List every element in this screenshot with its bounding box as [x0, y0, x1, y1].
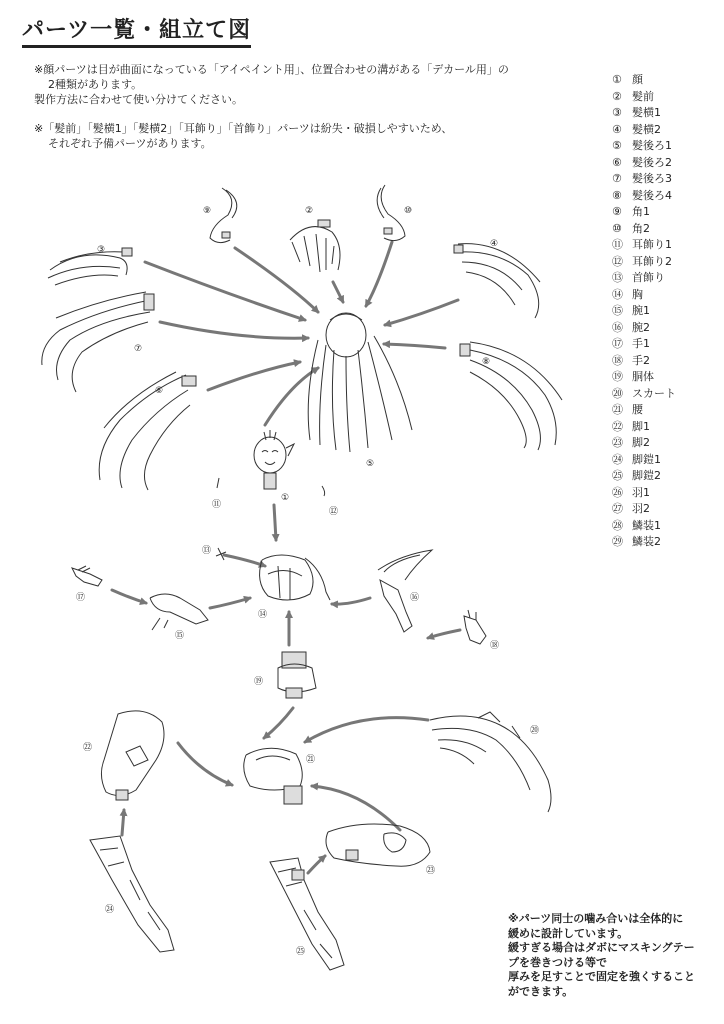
legend-item: ㉙ 鱗装2: [612, 535, 661, 548]
fit-note-line-1: ※パーツ同士の噛み合いは全体的に: [508, 912, 684, 925]
arrow-head-to-chest: [274, 505, 276, 540]
arrow-p22-to-p21: [178, 743, 232, 785]
note-line-3: 製作方法に合わせて使い分けてください。: [34, 93, 243, 106]
back-hair-3-illustration: [42, 292, 154, 392]
label-p10: ⑩: [404, 206, 413, 216]
arrow-p20-to-p21: [305, 718, 428, 742]
label-p12: ⑫: [329, 507, 339, 517]
arrow-p24-to-p22: [122, 810, 124, 835]
note-line-5: それぞれ予備パーツがあります。: [48, 137, 212, 150]
legend-item: ⑮ 腕1: [612, 304, 650, 317]
legend-item: ㉕ 脚鎧2: [612, 469, 661, 482]
arrow-p2-to-head: [333, 282, 343, 302]
legend-item: ⑳ スカート: [612, 386, 676, 400]
legend-item: ㉓ 脚2: [612, 436, 650, 449]
hand-2-illustration: [464, 610, 486, 644]
legend-item: ⑬ 首飾り: [612, 271, 665, 284]
arrow-p13-to-chest: [224, 555, 265, 566]
chest-illustration: [260, 555, 330, 600]
back-hair-4-illustration: [460, 342, 562, 450]
legend-item: ⑲ 胴体: [612, 370, 654, 383]
note-line-2: 2種類があります。: [48, 78, 143, 91]
arrow-p16-to-chest: [332, 598, 370, 604]
label-p19: ⑲: [254, 677, 264, 687]
arm-1-illustration: [150, 594, 208, 630]
arrow-p8-to-head: [384, 344, 445, 348]
note-line-1: ※顔パーツは目が曲面になっている「アイペイント用」、位置合わせの溝がある「デカール用」の: [34, 63, 509, 76]
arrow-p17-to-p15: [112, 590, 146, 603]
fit-note-line-6: ができます。: [508, 984, 574, 998]
face-illustration: [254, 430, 294, 489]
fit-note: [508, 912, 695, 999]
label-p14: ⑭: [258, 610, 268, 620]
arrow-p4-to-head: [385, 300, 458, 325]
label-p25: ㉕: [296, 947, 306, 957]
label-p23: ㉓: [426, 866, 436, 876]
arrow-p15-to-chest: [210, 598, 250, 608]
label-p13: ⑬: [202, 546, 212, 556]
label-p21: ㉑: [306, 755, 316, 765]
label-p20: ⑳: [530, 726, 540, 736]
leg-1-illustration: [101, 711, 164, 800]
legend-item: ⑱ 手2: [612, 353, 650, 367]
legend-item: ② 髪前: [612, 89, 654, 103]
legend-item: ⑪ 耳飾り1: [612, 238, 672, 251]
arrow-p9-to-head: [235, 248, 318, 312]
label-p11: ⑪: [212, 500, 222, 510]
hand-1-illustration: [72, 566, 102, 586]
legend-item: ④ 髪横2: [612, 122, 661, 136]
legend-item: ⑧ 髪後ろ4: [612, 188, 672, 202]
bangs-illustration: [290, 220, 340, 272]
legend-item: ⑩ 角2: [612, 221, 650, 235]
label-p24: ㉔: [105, 905, 115, 915]
legend-item: ㉗ 羽2: [612, 502, 650, 515]
legend-item: ⑰ 手1: [612, 337, 650, 350]
legend-item: ㉖ 羽1: [612, 485, 650, 499]
legend-item: ⑦ 髪後ろ3: [612, 172, 672, 185]
label-p16: ⑯: [410, 593, 420, 603]
legend-item: ⑫ 耳飾り2: [612, 254, 672, 268]
legend-item: ⑥ 髪後ろ2: [612, 155, 672, 169]
legend-item: ㉑ 腰: [612, 403, 643, 416]
part-illustrations: [42, 185, 562, 970]
side-hair-2-illustration: [454, 244, 540, 318]
arrow-p6-to-head: [208, 362, 300, 390]
earring-1-illustration: [217, 478, 219, 488]
label-p9: ⑨: [203, 206, 212, 216]
arrow-p19-to-p21: [264, 708, 293, 738]
arrow-p10-to-head: [366, 242, 392, 306]
label-p6: ⑥: [155, 386, 164, 396]
earring-2-illustration: [322, 486, 325, 496]
fit-note-line-5: 厚みを足すことで固定を強くすること: [508, 970, 695, 983]
label-p18: ⑱: [490, 641, 500, 651]
label-p15: ⑮: [175, 631, 185, 641]
note-line-4: ※「髪前」「髪横1」「髪横2」「耳飾り」「首飾り」パーツは紛失・破損しやすいため、: [34, 122, 453, 135]
arrow-p7-to-head: [160, 322, 308, 338]
waist-illustration: [244, 748, 303, 804]
label-p5: ⑤: [366, 459, 375, 469]
legend-item: ③ 髪横1: [612, 106, 661, 119]
side-hair-1-illustration: [48, 248, 132, 285]
fit-note-line-3: 緩すぎる場合はダボにマスキングテー: [508, 941, 695, 954]
label-p22: ㉒: [83, 743, 93, 753]
arrow-p18-to-p16: [428, 630, 460, 638]
label-p4: ④: [490, 239, 499, 249]
legend-item: ⑤ 髪後ろ1: [612, 139, 672, 152]
assembly-arrows: [112, 242, 460, 873]
label-p3: ③: [97, 245, 106, 255]
legend-item: ⑭ 胸: [612, 287, 643, 301]
legend-item: ㉔ 脚鎧1: [612, 452, 661, 466]
fit-note-line-4: プを巻きつける等で: [508, 955, 607, 969]
label-p17: ⑰: [76, 593, 86, 603]
legend-item: ⑨ 角1: [612, 205, 650, 218]
legend-item: ⑯ 腕2: [612, 320, 650, 334]
label-p7: ⑦: [134, 344, 143, 354]
label-p1: ①: [281, 493, 290, 503]
fit-note-line-2: 緩めに設計しています。: [508, 926, 629, 940]
label-p8: ⑧: [482, 357, 491, 367]
page-title: パーツ一覧・組立て図: [22, 18, 251, 48]
leg-2-illustration: [326, 824, 430, 866]
torso-illustration: [278, 652, 316, 698]
legend-item: ㉘ 鱗装1: [612, 518, 661, 532]
arrow-p3-to-head: [145, 262, 305, 320]
part-number-labels: [76, 206, 539, 957]
leg-armor-2-illustration: [270, 858, 344, 970]
horn-2-illustration: [377, 185, 405, 241]
arrow-p23-to-p21: [312, 786, 400, 830]
legend-item: ① 顔: [612, 73, 643, 86]
label-p2: ②: [305, 206, 314, 216]
arrow-p25-to-p23: [308, 856, 325, 873]
back-hair-2-illustration: [99, 372, 196, 490]
horn-1-illustration: [210, 188, 237, 243]
back-hair-1-illustration: [308, 313, 412, 452]
legend-item: ㉒ 脚1: [612, 419, 650, 433]
arm-2-illustration: [378, 550, 432, 632]
arrow-p1-to-hair: [265, 368, 318, 425]
leg-armor-1-illustration: [90, 836, 174, 952]
